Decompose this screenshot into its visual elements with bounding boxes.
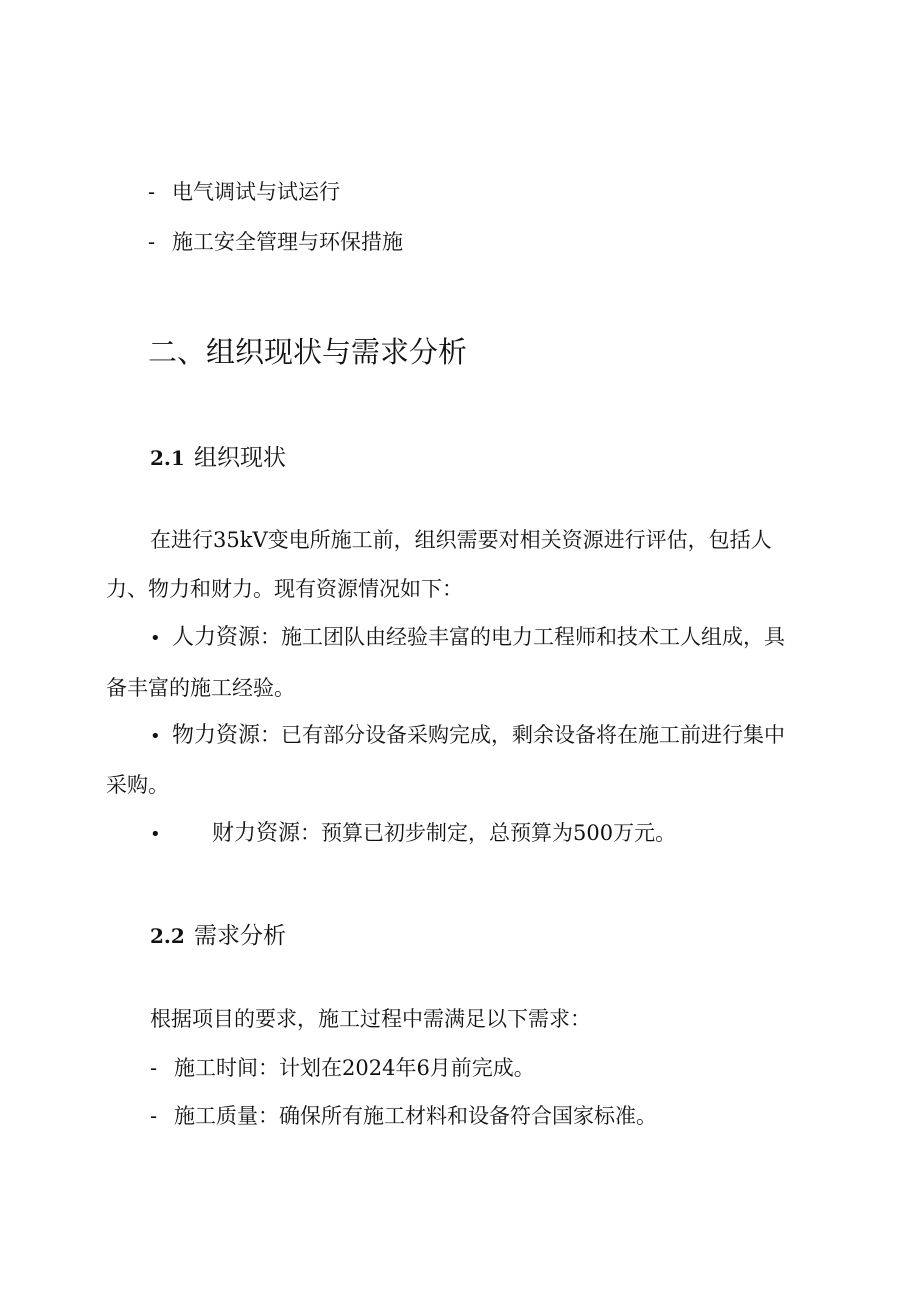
- subsection-heading-2-2: [150, 920, 286, 952]
- dash-marker: -: [148, 230, 156, 254]
- bullet-term: 财力资源: [212, 821, 301, 846]
- paragraph-line: 力、物力和财力。现有资源情况如下：: [106, 577, 463, 601]
- dash-marker: -: [150, 1104, 158, 1128]
- bullet-marker: •: [150, 628, 161, 649]
- bullet-term: 物力资源: [172, 723, 261, 748]
- list-item-text: 施工质量：确保所有施工材料和设备符合国家标准。: [174, 1104, 657, 1128]
- paragraph-line: 在进行35kV变电所施工前，组织需要对相关资源进行评估，包括人: [150, 528, 772, 552]
- bullet-term: 人力资源: [172, 625, 261, 650]
- list-item-text: 施工安全管理与环保措施: [172, 230, 403, 254]
- bullet-item-material-resources: [150, 721, 785, 751]
- bullet-marker: •: [150, 726, 161, 747]
- bullet-continuation: 备丰富的施工经验。: [106, 676, 295, 700]
- bullet-text: ：预算已初步制定，总预算为500万元。: [300, 821, 677, 845]
- bullet-continuation: 采购。: [106, 773, 169, 797]
- bullet-text: ：已有部分设备采购完成，剩余设备将在施工前进行集中: [260, 723, 786, 747]
- list-item: [150, 1102, 657, 1130]
- subsection-heading-2-1: [150, 442, 286, 474]
- subsection-title: 需求分析: [194, 923, 286, 949]
- dash-marker: -: [150, 1056, 158, 1080]
- list-item-text: 电气调试与试运行: [172, 180, 340, 204]
- bullet-item-human-resources: [150, 623, 785, 653]
- list-item: [150, 1054, 535, 1082]
- subsection-title: 组织现状: [194, 445, 286, 471]
- list-item: [148, 228, 403, 256]
- list-item: [148, 178, 340, 206]
- list-item-text: 施工时间：计划在2024年6月前完成。: [174, 1056, 535, 1080]
- bullet-marker: •: [150, 824, 161, 845]
- paragraph-line: 根据项目的要求，施工过程中需满足以下需求：: [150, 1007, 591, 1031]
- subsection-number: 2.1: [150, 446, 185, 470]
- section-heading: 二、组织现状与需求分析: [148, 335, 468, 369]
- dash-marker: -: [148, 180, 156, 204]
- bullet-text: ：施工团队由经验丰富的电力工程师和技术工人组成，具: [260, 625, 786, 649]
- subsection-number: 2.2: [150, 924, 185, 948]
- bullet-item-financial-resources: [150, 819, 676, 849]
